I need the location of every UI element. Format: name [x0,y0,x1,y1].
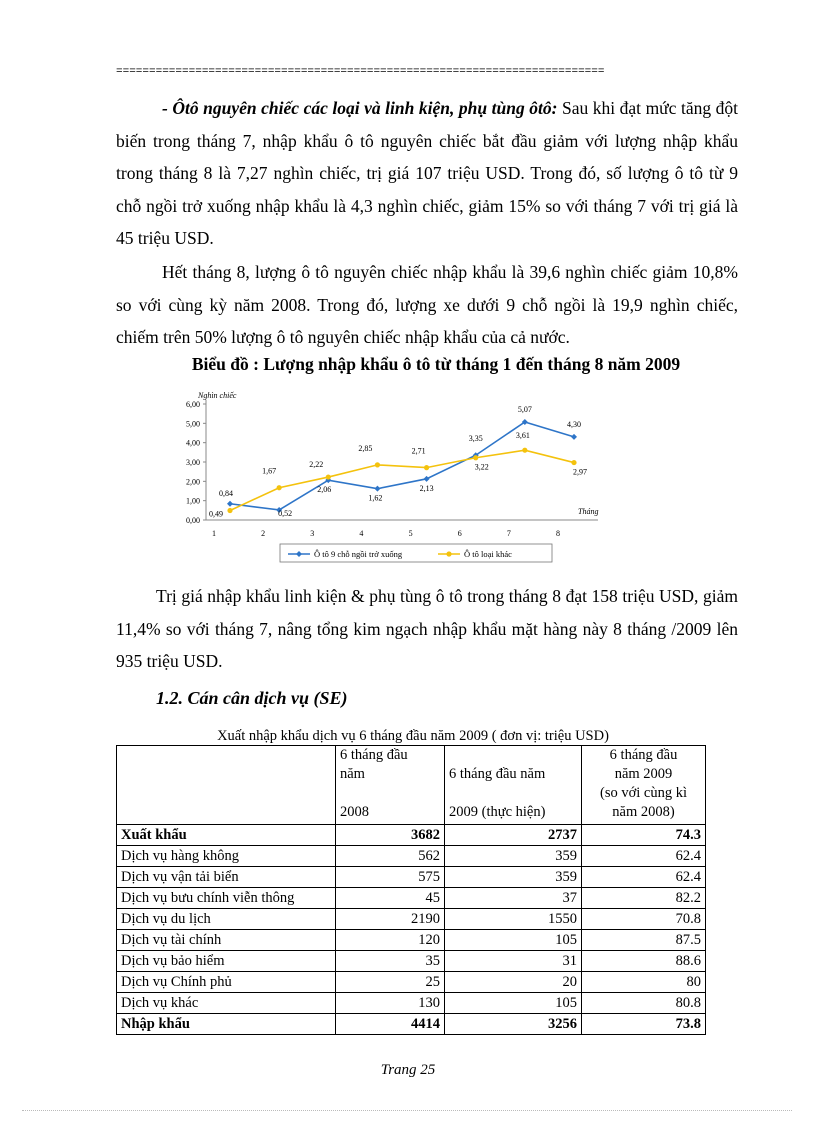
data-point [227,508,232,513]
header-2009-line1: 6 tháng đầu năm [449,766,546,782]
y-tick-label: 2,00 [186,477,200,487]
x-tick-label: 8 [556,529,560,538]
data-label: 0,52 [278,508,293,518]
table-row [117,888,706,909]
table-row [117,867,706,888]
header-empty-cell [117,746,336,825]
table-caption: Xuất nhập khẩu dịch vụ 6 tháng đầu năm 2009 ( đơn vị: triệu USD) [217,728,609,744]
row-label: Nhập khẩu [117,1014,336,1035]
data-point [277,485,282,490]
table-row [117,972,706,993]
chart-title: Biểu đồ : Lượng nhập khẩu ô tô từ tháng 1 đến tháng 8 năm 2009 [191,354,681,374]
data-label: 2,06 [317,485,332,495]
value-2008: 35 [336,951,445,972]
value-2009: 37 [445,888,582,909]
table-body [117,825,706,1035]
data-point [227,501,233,507]
x-tick-label: 7 [506,529,511,538]
value-2008: 45 [336,888,445,909]
table-row [117,909,706,930]
paragraph-lead: - Ôtô nguyên chiếc các loại và linh kiện, phụ tùng ôtô: [162,98,558,118]
legend-label: Ô tô loại khác [464,549,512,559]
header-2008-line3: 2008 [340,804,369,820]
series-line-2 [230,450,574,510]
paragraph-eight-months: Hết tháng 8, lượng ô tô nguyên chiếc nhập khẩu là 39,6 nghìn chiếc giảm 10,8% so với cùng kỳ năm 2008. Trong đó, lượng xe dưới 9 chỗ ngồi là 19,9 nghìn chiếc, chiếm trên 50% lượng ô tô nguyên chiếc nhập khẩu của cả nước. [116,262,738,347]
y-tick-label: 6,00 [186,400,200,409]
header-2009 [445,746,582,825]
data-point [375,462,380,467]
legend-label: Ô tô 9 chỗ ngồi trở xuống [314,549,403,559]
value-2009: 359 [445,846,582,867]
paragraph-body: Sau khi đạt mức tăng đột biến trong tháng 7, nhập khẩu ô tô nguyên chiếc bắt đầu giảm với lượng nhập khẩu trong tháng 8 là 7,27 nghìn chiếc, trị giá 107 triệu USD. Trong đó, số lượng ô tô từ 9 chỗ ngồi trở xuống nhập khẩu là 4,3 nghìn chiếc, giảm 15% so với tháng 7 với trị giá là 45 triệu USD. [116,98,738,248]
row-label: Dịch vụ bảo hiểm [117,951,336,972]
value-2009: 31 [445,951,582,972]
header-percent [582,746,706,825]
data-label: 2,13 [419,483,434,493]
data-point [571,460,576,465]
table-row [117,930,706,951]
value-2008: 25 [336,972,445,993]
y-tick-label: 3,00 [186,458,200,467]
value-2009: 105 [445,930,582,951]
header-percent-line4: năm 2008) [612,804,675,820]
x-tick-label: 5 [408,529,413,538]
value-2008: 4414 [336,1014,445,1035]
legend-marker [446,551,451,556]
value-percent: 73.8 [582,1014,706,1035]
data-label: 0,49 [209,509,223,519]
value-2008: 130 [336,993,445,1014]
table-row [117,846,706,867]
row-label: Dịch vụ hàng không [117,846,336,867]
x-tick-label: 6 [457,529,462,538]
data-point [374,486,380,492]
value-percent: 74.3 [582,825,706,846]
header-2008-line2: năm [340,766,365,782]
data-label: 0,84 [219,488,233,498]
header-2008 [336,746,445,825]
row-label: Dịch vụ bưu chính viễn thông [117,888,336,909]
value-2009: 20 [445,972,582,993]
row-label: Dịch vụ du lịch [117,909,336,930]
data-label: 3,61 [515,431,530,441]
data-label: 2,85 [358,443,373,453]
y-axis-label: Nghìn chiếc [198,391,237,400]
footer-rule [22,1110,792,1111]
data-point [571,434,577,440]
table-row [117,825,706,846]
header-percent-line2: năm 2009 [614,766,673,782]
value-percent: 80 [582,972,706,993]
data-label: 3,35 [468,434,483,444]
row-label: Dịch vụ khác [117,993,336,1014]
value-percent: 62.4 [582,867,706,888]
data-label: 5,07 [517,404,532,414]
header-2008-line1: 6 tháng đầu [340,747,408,763]
data-label: 3,22 [474,462,489,472]
header-percent-line3: (so với cùng kì [599,785,687,801]
row-label: Dịch vụ tài chính [117,930,336,951]
data-label: 2,22 [309,460,324,470]
y-tick-label: 1,00 [186,496,200,506]
page-number: Trang 25 [380,1062,436,1078]
header-percent-line1: 6 tháng đầu [609,747,678,763]
paragraph-parts-imports: Trị giá nhập khẩu linh kiện & phụ tùng ô tô trong tháng 8 đạt 158 triệu USD, giảm 11,4% so với tháng 7, nâng tổng kim ngạch nhập khẩu mặt hàng này 8 tháng /2009 lên 935 triệu USD. [116,586,738,671]
data-point [473,455,478,460]
data-label: 2,71 [411,446,426,456]
y-tick-label: 4,00 [186,438,200,448]
value-2008: 562 [336,846,445,867]
value-2009: 1550 [445,909,582,930]
row-label: Dịch vụ Chính phủ [117,972,336,993]
x-axis-label: Tháng [578,507,599,516]
data-label: 1,62 [368,493,383,503]
data-label: 4,30 [567,419,581,429]
row-label: Xuất khẩu [117,825,336,846]
row-label: Dịch vụ vận tải biển [117,867,336,888]
data-point [424,465,429,470]
header-rule: ========================================================================== [116,66,605,78]
value-percent: 88.6 [582,951,706,972]
paragraph-auto-imports [116,92,738,255]
value-2009: 359 [445,867,582,888]
value-percent: 62.4 [582,846,706,867]
value-2008: 575 [336,867,445,888]
x-tick-label: 3 [310,529,315,538]
line-chart [160,386,630,572]
data-label: 2,97 [573,467,587,477]
value-2008: 3682 [336,825,445,846]
value-2009: 3256 [445,1014,582,1035]
x-tick-label: 4 [359,529,364,538]
table-row [117,993,706,1014]
section-heading: 1.2. Cán cân dịch vụ (SE) [156,688,348,708]
y-tick-label: 5,00 [186,419,200,429]
value-2009: 105 [445,993,582,1014]
y-tick-label: 0,00 [186,516,200,525]
data-point [326,474,331,479]
header-2009-line2: 2009 (thực hiện) [449,804,546,820]
data-label: 1,67 [262,466,277,476]
table-header-row [117,746,706,825]
value-2009: 2737 [445,825,582,846]
value-percent: 70.8 [582,909,706,930]
data-point [424,476,430,482]
x-tick-label: 1 [212,529,216,538]
value-percent: 80.8 [582,993,706,1014]
services-table [116,745,706,1035]
value-2008: 2190 [336,909,445,930]
data-point [522,448,527,453]
value-percent: 87.5 [582,930,706,951]
value-percent: 82.2 [582,888,706,909]
table-row [117,951,706,972]
table-row [117,1014,706,1035]
value-2008: 120 [336,930,445,951]
x-tick-label: 2 [261,529,266,538]
